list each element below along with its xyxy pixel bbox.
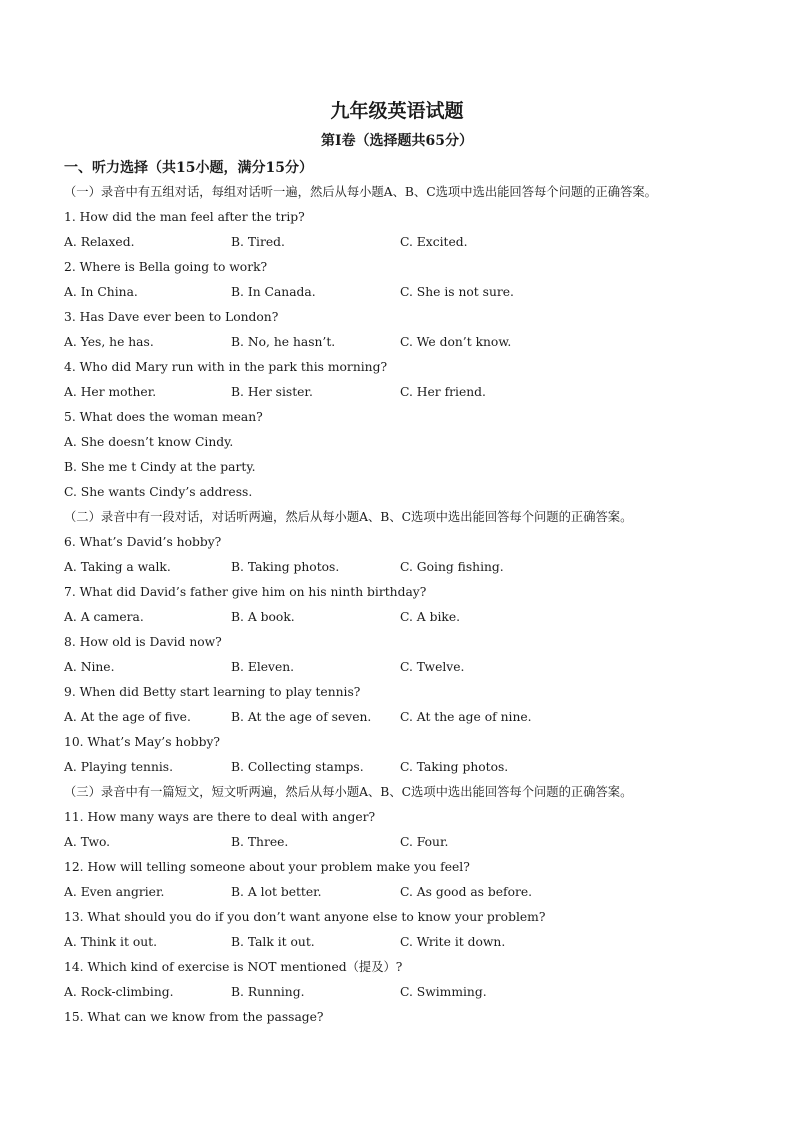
answer-option: C. At the age of nine. [400, 710, 532, 724]
answer-option: C. Four. [400, 835, 449, 849]
answer-option: A. Rock-climbing. [64, 985, 174, 999]
answer-option: A. Her mother. [64, 385, 157, 399]
answer-option: C. Going fishing. [400, 560, 504, 574]
question-text: 3. Has Dave ever been to London? [64, 310, 279, 324]
question-text: B. She me t Cindy at the party. [64, 460, 256, 474]
answer-option: A. Playing tennis. [64, 760, 174, 774]
answer-option: B. Talk it out. [231, 935, 315, 949]
question-text: A. She doesn’t know Cindy. [64, 435, 234, 449]
answer-options [64, 755, 744, 780]
answer-option: B. At the age of seven. [231, 710, 372, 724]
answer-options [64, 280, 744, 305]
answer-options [64, 330, 744, 355]
question-text: 14. Which kind of exercise is NOT mentioned（提及）? [64, 960, 403, 974]
answer-option: A. Two. [64, 835, 111, 849]
answer-option: C. As good as before. [400, 885, 533, 899]
answer-option: B. A book. [231, 610, 295, 624]
part-instruction: （一）录音中有五组对话，每组对话听一遍，然后从每小题A、B、C选项中选出能回答每个问题的正确答案。 [64, 185, 657, 199]
answer-option: B. In Canada. [231, 285, 316, 299]
answer-options [64, 605, 744, 630]
answer-option: C. Twelve. [400, 660, 465, 674]
answer-option: B. Collecting stamps. [231, 760, 364, 774]
question-text: 7. What did David’s father give him on his ninth birthday? [64, 585, 427, 599]
question-text: 10. What’s May’s hobby? [64, 735, 221, 749]
answer-option: A. A camera. [64, 610, 144, 624]
question-text: 1. How did the man feel after the trip? [64, 210, 305, 224]
section-heading: 一、听力选择（共15小题，满分15分） [64, 160, 313, 176]
question-text: 8. How old is David now? [64, 635, 222, 649]
answer-option: B. Three. [231, 835, 289, 849]
answer-option: C. She is not sure. [400, 285, 514, 299]
answer-option: C. Taking photos. [400, 760, 509, 774]
answer-option: A. Even angrier. [64, 885, 165, 899]
answer-option: A. Think it out. [64, 935, 157, 949]
answer-options [64, 380, 744, 405]
answer-option: C. A bike. [400, 610, 461, 624]
question-text: 4. Who did Mary run with in the park this morning? [64, 360, 388, 374]
question-text: 12. How will telling someone about your problem make you feel? [64, 860, 470, 874]
answer-option: B. Her sister. [231, 385, 313, 399]
question-list [64, 180, 744, 1030]
answer-options [64, 655, 744, 680]
answer-option: B. Taking photos. [231, 560, 340, 574]
question-text: 2. Where is Bella going to work? [64, 260, 268, 274]
question-text: 6. What’s David’s hobby? [64, 535, 222, 549]
answer-options [64, 705, 744, 730]
part-instruction: （三）录音中有一篇短文，短文听两遍，然后从每小题A、B、C选项中选出能回答每个问题的正确答案。 [64, 785, 633, 799]
answer-option: A. Relaxed. [64, 235, 135, 249]
answer-option: C. We don’t know. [400, 335, 512, 349]
question-text: 11. How many ways are there to deal with anger? [64, 810, 376, 824]
answer-option: A. Nine. [64, 660, 115, 674]
answer-option: C. Her friend. [400, 385, 486, 399]
page-subtitle: 第Ⅰ卷（选择题共65分） [320, 133, 474, 149]
answer-options [64, 230, 744, 255]
answer-option: A. In China. [64, 285, 138, 299]
question-text: 5. What does the woman mean? [64, 410, 263, 424]
question-text: 13. What should you do if you don’t want anyone else to know your problem? [64, 910, 546, 924]
answer-option: A. At the age of five. [64, 710, 191, 724]
answer-option: C. Write it down. [400, 935, 506, 949]
part-instruction: （二）录音中有一段对话，对话听两遍，然后从每小题A、B、C选项中选出能回答每个问题的正确答案。 [64, 510, 633, 524]
page-title: 九年级英语试题 [330, 100, 464, 122]
answer-option: A. Taking a walk. [64, 560, 171, 574]
question-text: 9. When did Betty start learning to play tennis? [64, 685, 361, 699]
answer-option: B. Eleven. [231, 660, 295, 674]
answer-option: B. No, he hasn’t. [231, 335, 336, 349]
question-text: 15. What can we know from the passage? [64, 1010, 324, 1024]
answer-options [64, 930, 744, 955]
answer-option: C. Excited. [400, 235, 468, 249]
answer-option: B. Tired. [231, 235, 285, 249]
answer-options [64, 830, 744, 855]
answer-option: B. A lot better. [231, 885, 322, 899]
answer-option: C. Swimming. [400, 985, 487, 999]
answer-options [64, 555, 744, 580]
answer-option: B. Running. [231, 985, 305, 999]
answer-options [64, 980, 744, 1005]
question-text: C. She wants Cindy’s address. [64, 485, 253, 499]
answer-option: A. Yes, he has. [64, 335, 154, 349]
answer-options [64, 880, 744, 905]
